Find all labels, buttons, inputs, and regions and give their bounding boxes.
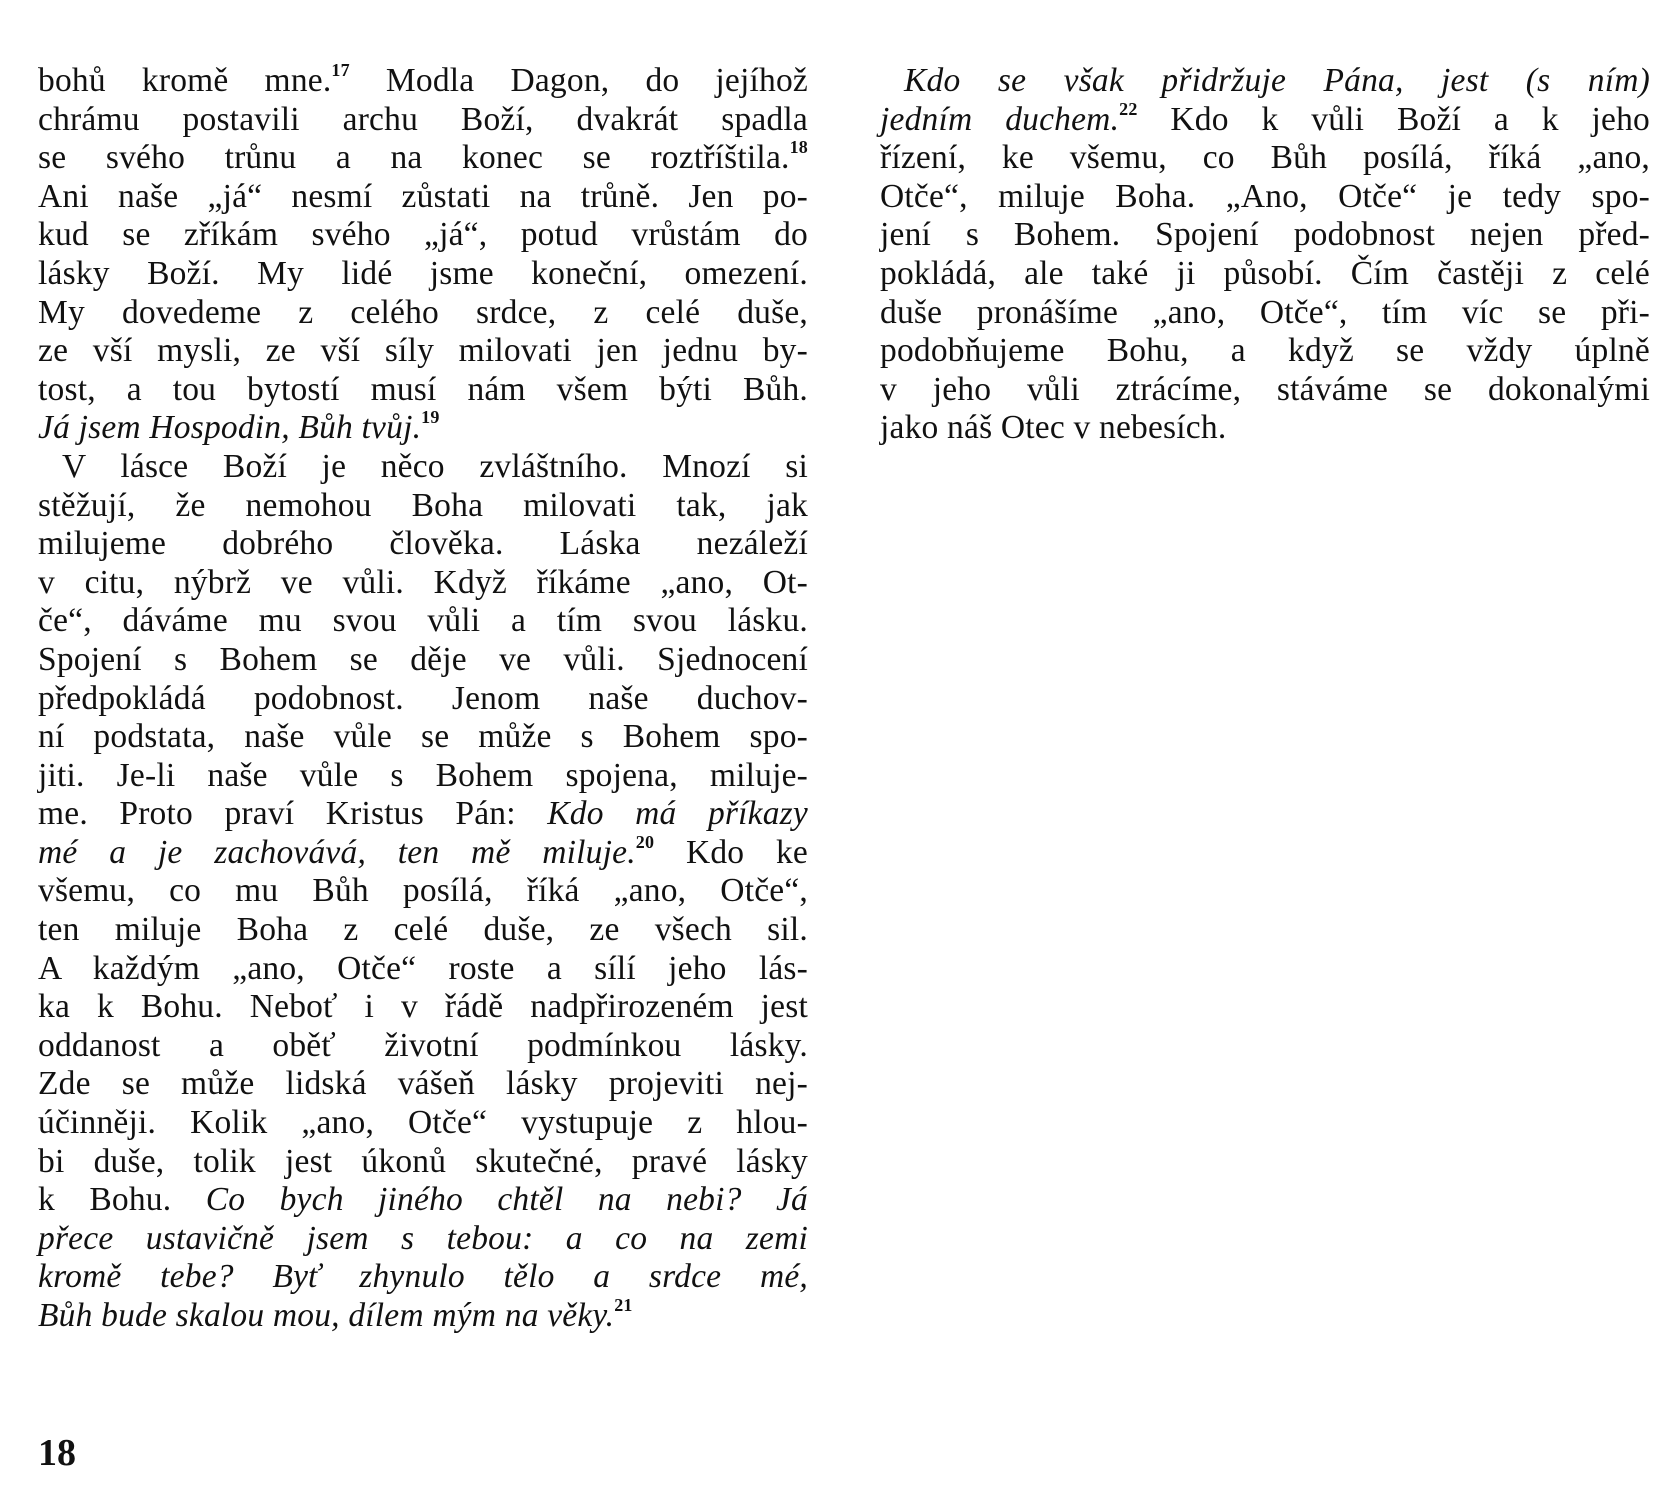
text-line: přece ustavičně jsem s tebou: a co na zemi (38, 1219, 808, 1257)
text-line: jako náš Otec v nebesích. (880, 409, 1227, 447)
text-line (38, 409, 808, 448)
text-line: stěžují, že nemohou Boha milovati tak, jak (38, 486, 808, 524)
text-line: mé a je zachovává, ten mě miluje.$^{20}$ Kdo ke (38, 831, 809, 871)
left-text-column (38, 62, 808, 1336)
text-line: Otče“, miluje Boha. „Ano, Otče“ je tedy spo- (880, 177, 1650, 215)
text-line: kromě tebe? Byť zhynulo tělo a srdce mé, (38, 1258, 808, 1296)
text-line: v jeho vůli ztrácíme, stáváme se dokonalými (880, 370, 1650, 408)
text-line: ka k Bohu. Neboť i v řádě nadpřirozeném jest (38, 988, 808, 1026)
footnote-marker: 22 (1119, 98, 1138, 119)
text-line: účinněji. Kolik „ano, Otče“ vystupuje z hlou- (38, 1104, 808, 1142)
paragraph-start-line: V lásce Boží je něco zvláštního. Mnozí si (62, 447, 808, 485)
text-line: kud se zříkám svého „já“, potud vrůstám do (38, 216, 808, 254)
text-line: chrámu postavili archu Boží, dvakrát spadla (38, 100, 808, 138)
text-line: ten miluje Boha z celé duše, ze všech sil. (38, 911, 808, 949)
text-line: če“, dáváme mu svou vůli a tím svou lásku. (38, 602, 808, 640)
text-line: duše pronášíme „ano, Otče“, tím víc se při- (880, 293, 1650, 331)
scripture-quote: Já jsem Hospodin, Bůh tvůj. (38, 409, 422, 447)
text-line: k Bohu. Co bych jiného chtěl na nebi? Já (38, 1181, 808, 1219)
text-line: Ani naše „já“ nesmí zůstati na trůně. Jen po- (38, 177, 808, 215)
scripture-quote: Co bych jiného chtěl na nebi? Já (205, 1181, 808, 1219)
footnote-marker: 17 (331, 60, 350, 80)
text-line: pokládá, ale také ji působí. Čím častěji z celé (880, 254, 1650, 292)
text-line: ní podstata, naše vůle se může s Bohem spo- (38, 718, 808, 756)
text-line: jení s Bohem. Spojení podobnost nejen před- (880, 216, 1650, 254)
scripture-quote: mé a je zachovává, ten mě miluje. (38, 833, 636, 871)
scripture-quote: jedním duchem. (880, 100, 1120, 138)
scripture-quote: Kdo má příkazy (547, 795, 808, 833)
paragraph-start-line: Kdo se však přidržuje Pána, jest (s ním) (904, 62, 1650, 99)
right-text-column (880, 62, 1650, 448)
text-line: A každým „ano, Otče“ roste a sílí jeho lás- (38, 949, 808, 987)
text-line: řízení, ke všemu, co Bůh posílá, říká „ano, (880, 139, 1650, 177)
text-line: Spojení s Bohem se děje ve vůli. Sjednocení (38, 640, 808, 678)
text-line: jedním duchem.$^{22}$ Kdo k vůli Boží a k jeho (880, 98, 1650, 138)
text-line: oddanost a oběť životní podmínkou lásky. (38, 1026, 808, 1064)
text-line: me. Proto praví Kristus Pán: Kdo má příkazy (38, 795, 808, 833)
page-number: 18 (38, 1432, 76, 1474)
text-line: Zde se může lidská vášeň lásky projeviti nej- (38, 1065, 808, 1103)
text-line: jiti. Je-li naše vůle s Bohem spojena, miluje- (38, 756, 808, 794)
text-line: lásky Boží. My lidé jsme koneční, omezení. (38, 254, 808, 292)
footnote-marker: 18 (789, 137, 808, 158)
text-line: podobňujeme Bohu, a když se vždy úplně (880, 332, 1650, 370)
text-line: My dovedeme z celého srdce, z celé duše, (38, 293, 808, 331)
text-line: bi duše, tolik jest úkonů skutečné, pravé lásky (38, 1142, 808, 1180)
footnote-marker: 19 (421, 407, 440, 428)
footnote-marker: 21 (614, 1295, 633, 1315)
text-line: Bůh bude skalou mou, dílem mým na věky.$^{21}$ (38, 1295, 633, 1334)
text-line: se svého trůnu a na konec se roztříštila.$^{18}$ (38, 137, 808, 177)
text-line: ze vší mysli, ze vší síly milovati jen jednu by- (38, 332, 808, 370)
footnote-marker: 20 (635, 831, 655, 852)
text-line: tost, a tou bytostí musí nám všem býti Bůh. (38, 370, 808, 408)
text-line: milujeme dobrého člověka. Láska nezáleží (38, 525, 808, 563)
text-line: předpokládá podobnost. Jenom naše duchov- (38, 679, 808, 717)
text-line: bohů kromě mne.$^{17}$ Modla Dagon, do jejíhož (38, 60, 808, 99)
text-line: v citu, nýbrž ve vůli. Když říkáme „ano, Ot- (38, 563, 808, 601)
text-line: všemu, co mu Bůh posílá, říká „ano, Otče“, (38, 872, 808, 910)
